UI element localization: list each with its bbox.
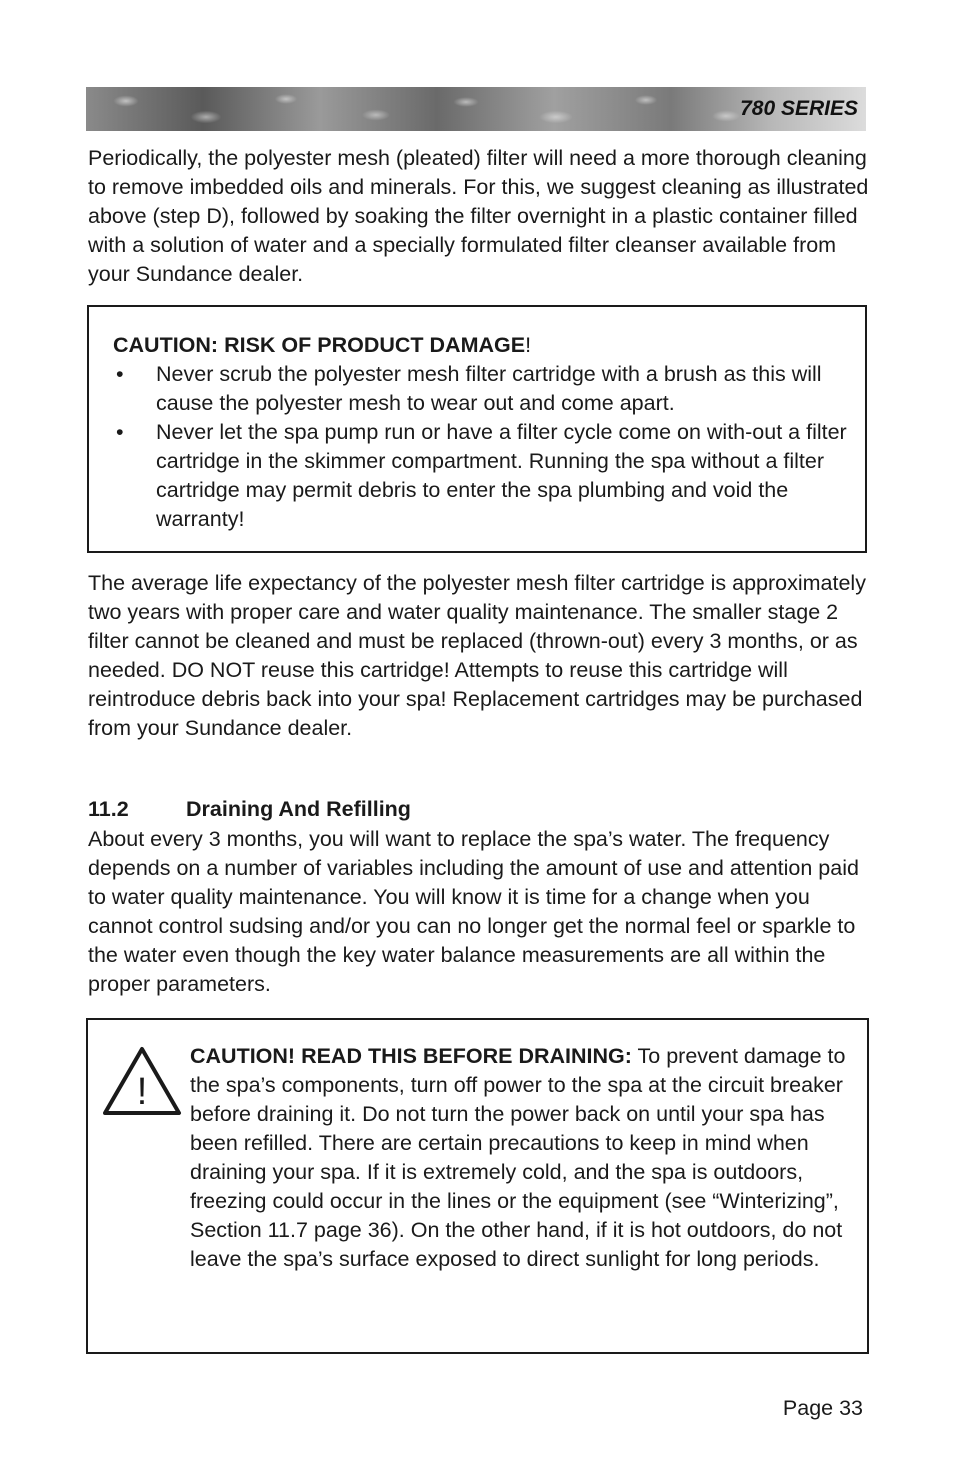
bullet-icon: • [116,362,124,386]
caution-draining-box [86,1018,869,1354]
caution-draining-title: CAUTION! READ THIS BEFORE DRAINING: [190,1044,632,1068]
series-label: 780 SERIES [740,97,858,120]
caution-bullet-item: • Never let the spa pump run or have a filter cycle come on with-out a filter cartridge in the skimmer compartment. Running the spa without a filter cartridge may permit debris to enter the spa plumbing and void the warranty! [116,420,847,531]
header-banner [86,87,866,131]
caution-bullet-list [113,360,853,534]
life-expectancy-paragraph: The average life expectancy of the polyester mesh filter cartridge is approximately two years with proper care and water quality maintenance. The smaller stage 2 filter cannot be cleaned and must be replaced (thrown-out) every 3 months, or as needed. DO NOT reuse this cartridge! Attempts to reuse this cartridge will reintroduce debris back into your spa! Replacement cartridges may be purchased from your Sundance dealer. [88,571,866,740]
warning-triangle-icon [100,1044,184,1118]
caution-product-title: CAUTION: RISK OF PRODUCT DAMAGE! [113,333,532,357]
caution-product-damage-box [87,305,867,553]
bullet-icon: • [116,420,124,444]
intro-paragraph: Periodically, the polyester mesh (pleated) filter will need a more thorough cleaning to remove imbedded oils and minerals. For this, we suggest cleaning as illustrated above (step D), followed by soaking the filter overnight in a plastic container filled with a solution of water and a specially formulated filter cleanser available from your Sundance dealer. [88,146,869,286]
section-number: 11.2 [88,797,129,821]
section-heading [88,795,411,824]
draining-paragraph: About every 3 months, you will want to replace the spa’s water. The frequency depends on a number of variables including the amount of use and attention paid to water quality maintenance. You will know it is time for a change when you cannot control sudsing and/or you can no longer get the normal feel or sparkle to the water even though the key water balance measurements are all within the proper parameters. [88,827,859,996]
caution-draining-text [190,1042,850,1274]
caution-bullet-item: • Never scrub the polyester mesh filter cartridge with a brush as this will cause the polyester mesh to wear out and come apart. [116,362,822,415]
page-number: Page 33 [782,1396,863,1420]
caution-draining-body: To prevent damage to the spa’s components, turn off power to the spa at the circuit breaker before draining it. Do not turn the power back on until your spa has been refilled. There are certain precautions to keep in mind when draining your spa. If it is extremely cold, and the spa is outdoors, freezing could occur in the lines or the equipment (see “Winterizing”, Section 11.7 page 36). On the other hand, if it is hot outdoors, do not leave the spa’s surface exposed to direct sunlight for long periods. [190,1044,846,1271]
section-title: Draining And Refilling [186,797,411,821]
svg-text:!: ! [136,1071,148,1113]
